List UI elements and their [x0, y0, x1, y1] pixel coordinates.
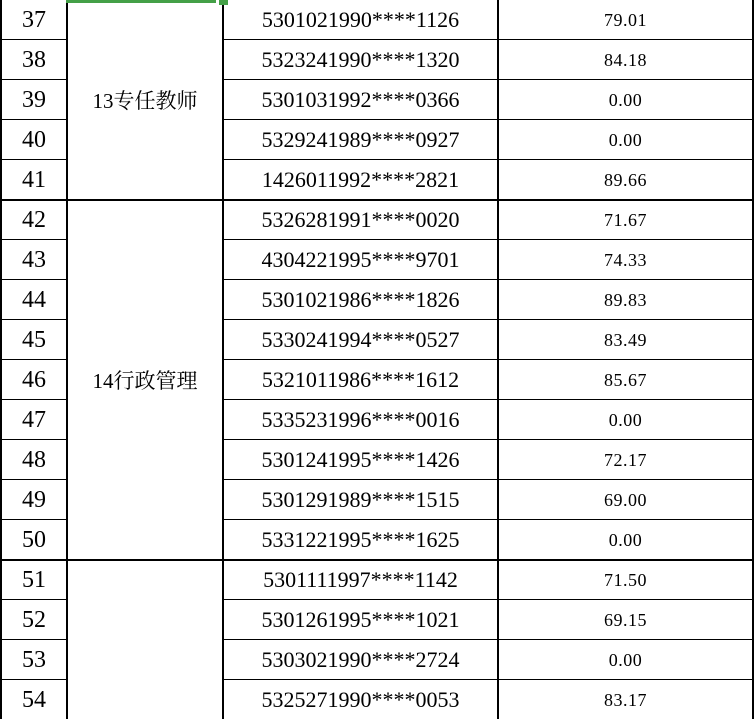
id-number-cell[interactable]: 5301021990****1126	[261, 7, 460, 32]
score-cell[interactable]: 0.00	[608, 409, 643, 430]
score-cell[interactable]: 0.00	[608, 649, 643, 670]
row-number-cell[interactable]: 50	[22, 526, 46, 553]
row-number-cell[interactable]: 37	[22, 6, 46, 33]
id-number-cell[interactable]: 5329241989****0927	[261, 127, 460, 152]
score-cell[interactable]: 0.00	[608, 129, 643, 150]
id-number-cell[interactable]: 5301241995****1426	[261, 447, 460, 472]
id-number-cell[interactable]: 5303021990****2724	[261, 647, 460, 672]
id-number-cell[interactable]: 4304221995****9701	[261, 247, 460, 272]
score-cell[interactable]: 83.49	[604, 329, 647, 350]
score-cell[interactable]: 74.33	[604, 249, 647, 270]
score-cell[interactable]: 83.17	[604, 689, 647, 710]
row-number-cell[interactable]: 38	[22, 46, 46, 73]
score-cell[interactable]: 69.15	[604, 609, 647, 630]
id-number-cell[interactable]: 5301261995****1021	[261, 607, 460, 632]
id-number-cell[interactable]: 5330241994****0527	[261, 327, 460, 352]
score-cell[interactable]: 71.50	[604, 569, 647, 590]
id-number-cell[interactable]: 5301111997****1142	[263, 567, 458, 592]
row-number-cell[interactable]: 47	[22, 406, 46, 433]
id-number-cell[interactable]: 5326281991****0020	[261, 207, 460, 232]
id-number-cell[interactable]: 5323241990****1320	[261, 47, 460, 72]
score-cell[interactable]: 0.00	[608, 529, 643, 550]
row-number-cell[interactable]: 44	[22, 286, 46, 313]
score-cell[interactable]: 85.67	[604, 369, 647, 390]
score-cell[interactable]: 0.00	[608, 89, 643, 110]
row-number-cell[interactable]: 41	[22, 166, 46, 193]
id-number-cell[interactable]: 5301291989****1515	[261, 487, 460, 512]
score-cell[interactable]: 89.83	[604, 289, 647, 310]
row-number-cell[interactable]: 42	[22, 206, 46, 233]
score-cell[interactable]: 71.67	[604, 209, 647, 230]
row-number-cell[interactable]: 39	[22, 86, 46, 113]
row-number-cell[interactable]: 48	[22, 446, 46, 473]
row-number-cell[interactable]: 45	[22, 326, 46, 353]
score-cell[interactable]: 84.18	[604, 49, 647, 70]
score-cell[interactable]: 69.00	[604, 489, 647, 510]
category-cell-merged[interactable]: 14行政管理	[92, 369, 198, 393]
row-number-cell[interactable]: 54	[22, 686, 46, 713]
row-number-cell[interactable]: 51	[22, 566, 46, 593]
selection-border-bottom	[66, 0, 216, 3]
score-cell[interactable]: 89.66	[604, 169, 647, 190]
row-number-cell[interactable]: 53	[22, 646, 46, 673]
row-number-cell[interactable]: 46	[22, 366, 46, 393]
row-number-cell[interactable]: 49	[22, 486, 46, 513]
category-cell-merged[interactable]	[68, 560, 222, 719]
row-number-cell[interactable]: 52	[22, 606, 46, 633]
category-cell-merged[interactable]: 13专任教师	[92, 89, 198, 113]
score-cell[interactable]: 79.01	[604, 9, 647, 30]
id-number-cell[interactable]: 5335231996****0016	[261, 407, 460, 432]
id-number-cell[interactable]: 5301021986****1826	[261, 287, 460, 312]
fill-handle[interactable]	[219, 0, 228, 5]
id-number-cell[interactable]: 5321011986****1612	[261, 367, 460, 392]
id-number-cell[interactable]: 5325271990****0053	[261, 687, 460, 712]
row-number-cell[interactable]: 43	[22, 246, 46, 273]
score-cell[interactable]: 72.17	[604, 449, 647, 470]
id-number-cell[interactable]: 1426011992****2821	[261, 167, 460, 192]
id-number-cell[interactable]: 5331221995****1625	[261, 527, 460, 552]
row-number-cell[interactable]: 40	[22, 126, 46, 153]
id-number-cell[interactable]: 5301031992****0366	[261, 87, 460, 112]
